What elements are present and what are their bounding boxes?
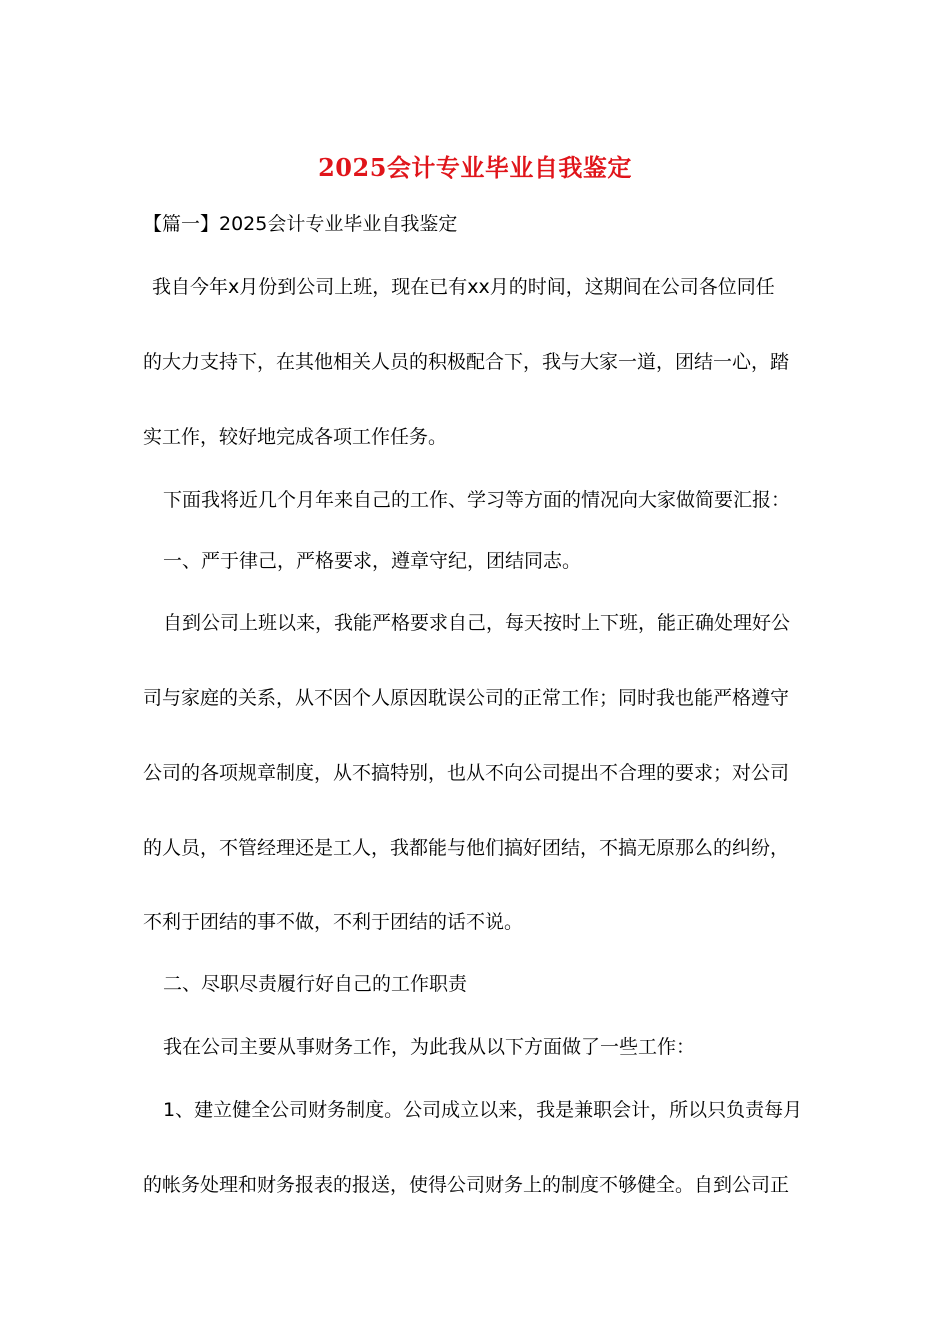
paragraph-line: 1、建立健全公司财务制度。公司成立以来，我是兼职会计，所以只负责每月 — [163, 1099, 803, 1121]
paragraph-line: 自到公司上班以来，我能严格要求自己，每天按时上下班，能正确处理好公 — [163, 612, 791, 634]
subheading-line: 二、尽职尽责履行好自己的工作职责 — [163, 973, 468, 995]
paragraph-line: 的帐务处理和财务报表的报送，使得公司财务上的制度不够健全。自到公司正 — [143, 1174, 790, 1196]
paragraph-line: 司与家庭的关系，从不因个人原因耽误公司的正常工作；同时我也能严格遵守 — [143, 687, 790, 709]
paragraph-line: 不利于团结的事不做，不利于团结的话不说。 — [143, 911, 524, 933]
paragraph-line: 公司的各项规章制度，从不搞特别，也从不向公司提出不合理的要求；对公司 — [143, 762, 790, 784]
document-title: 2025会计专业毕业自我鉴定 — [318, 153, 632, 182]
paragraph-line: 我在公司主要从事财务工作，为此我从以下方面做了一些工作： — [163, 1036, 696, 1058]
section-heading: 【篇一】2025会计专业毕业自我鉴定 — [143, 213, 458, 235]
paragraph-line: 实工作，较好地完成各项工作任务。 — [143, 426, 448, 448]
paragraph-line: 下面我将近几个月年来自己的工作、学习等方面的情况向大家做简要汇报： — [163, 489, 791, 511]
paragraph-line: 我自今年x月份到公司上班，现在已有xx月的时间，这期间在公司各位同任 — [152, 276, 775, 298]
paragraph-line: 的大力支持下，在其他相关人员的积极配合下，我与大家一道，团结一心，踏 — [143, 351, 790, 373]
subheading-line: 一、严于律己，严格要求，遵章守纪，团结同志。 — [163, 550, 582, 572]
paragraph-line: 的人员，不管经理还是工人，我都能与他们搞好团结，不搞无原那么的纠纷， — [143, 837, 790, 859]
